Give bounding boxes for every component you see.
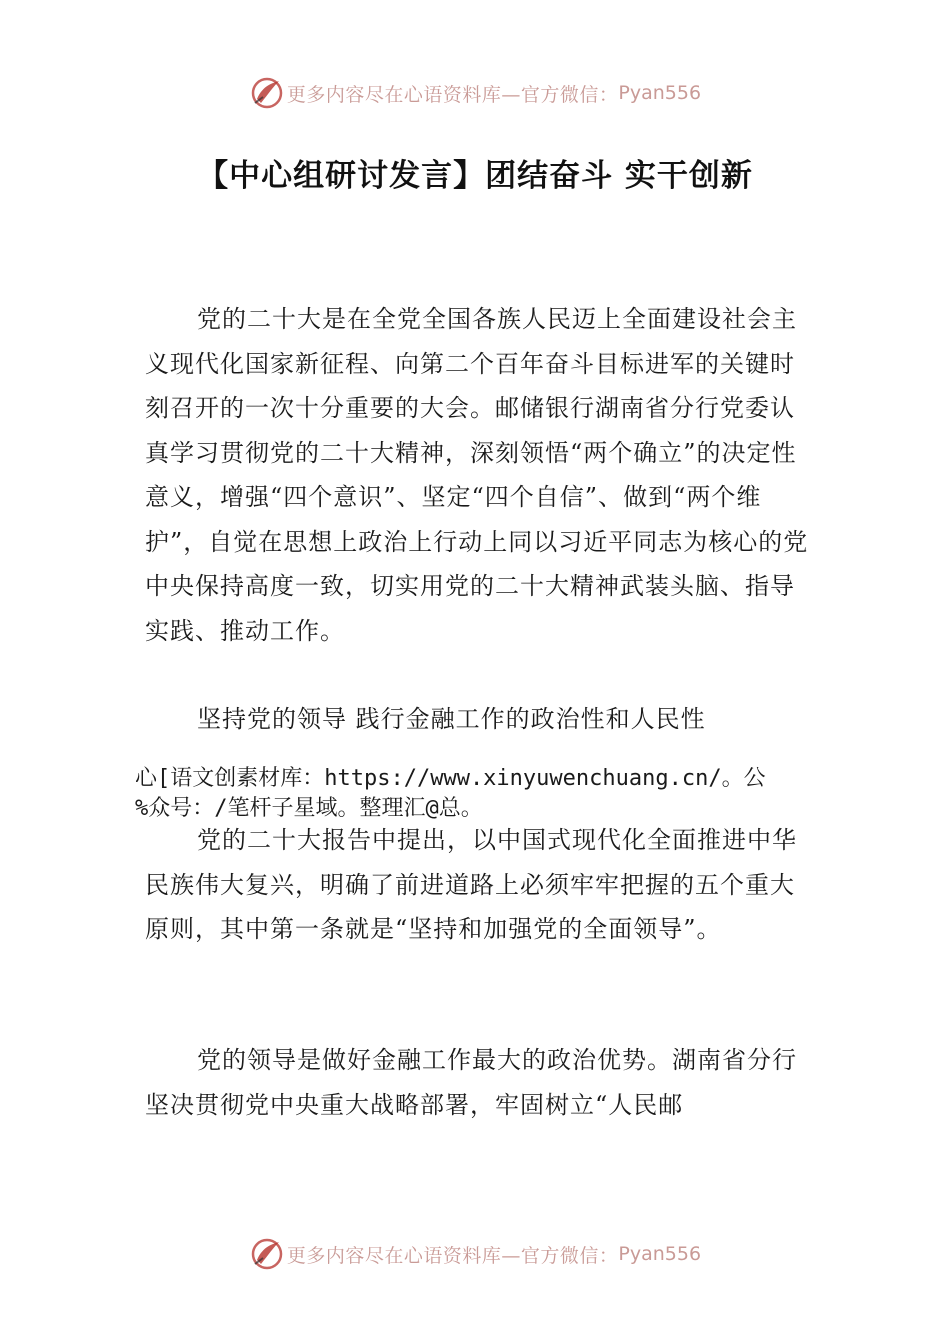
- paragraph-leadership: 党的领导是做好金融工作最大的政治优势。湖南省分行坚决贯彻党中央重大战略部署，牢固树立“人民邮: [145, 1046, 797, 1119]
- brand-logo-icon: [249, 75, 285, 111]
- paragraph-intro: 党的二十大是在全党全国各族人民迈上全面建设社会主义现代化国家新征程、向第二个百年奋斗目标进军的关键时刻召开的一次十分重要的大会。邮储银行湖南省分行党委认真学习贯彻党的二十大精神，深刻领悟“两个确立”的决定性意义，增强“四个意识”、坚定“四个自信”、做到“两个维护”，自觉在思想上政治上行动上同以习近平同志为核心的党中央保持高度一致，切实用党的二十大精神武装头脑、指导实践、推动工作。: [145, 305, 809, 645]
- document-title: 【中心组研讨发言】团结奋斗 实干创新: [197, 158, 753, 194]
- source-note-line-2: %众号：/笔杆子星域。整理汇@总。: [135, 796, 483, 821]
- source-note-line-1: 心[语文创素材库：https://www.xinyuwenchuang.cn/。公: [135, 766, 766, 791]
- watermark-account: Pyan556: [618, 1243, 702, 1265]
- watermark-text: 更多内容尽在心语资料库—官方微信：: [286, 1244, 619, 1267]
- watermark-account: Pyan556: [618, 82, 702, 104]
- watermark-footer: [0, 1236, 950, 1272]
- watermark-header: [0, 75, 950, 111]
- paragraph-principles: 党的二十大报告中提出，以中国式现代化全面推进中华民族伟大复兴，明确了前进道路上必须牢牢把握的五个重大原则，其中第一条就是“坚持和加强党的全面领导”。: [145, 826, 797, 943]
- watermark-text: 更多内容尽在心语资料库—官方微信：: [286, 83, 619, 106]
- section-heading: 坚持党的领导 践行金融工作的政治性和人民性: [197, 705, 706, 733]
- brand-logo-icon: [249, 1236, 285, 1272]
